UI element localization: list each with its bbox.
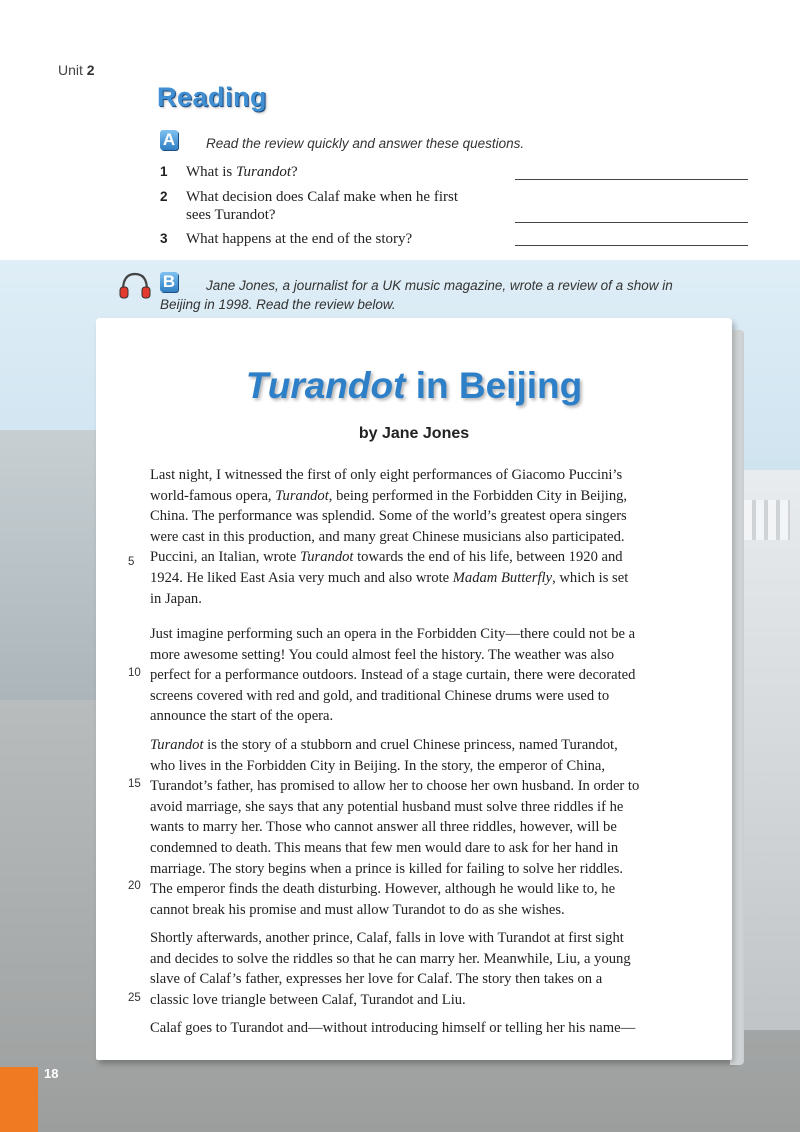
question-text: What decision does Calaf make when he first (186, 189, 458, 205)
article-line: perfect for a performance outdoors. Instead of a stage curtain, there were decorated (150, 667, 636, 684)
section-title: Reading (157, 82, 268, 112)
article-line: wants to marry her. Those who cannot answer all three riddles, however, will be (150, 819, 617, 836)
article-line: were cast in this production, and many great Chinese musicians also participated. (150, 528, 625, 545)
article-byline: by Jane Jones (358, 425, 470, 442)
question-number: 1 (160, 164, 168, 179)
article-paragraph-5 (150, 1018, 715, 1039)
article-line: screens covered with red and gold, and traditional Chinese drums were used to (150, 687, 610, 704)
article-paragraph-4 (150, 928, 715, 1010)
article-line: cannot break his promise and must allow Turandot to do as she wishes. (150, 901, 565, 918)
section-b-instruction-line-2: Beijing in 1998. Read the review below. (160, 297, 396, 312)
section-a-instruction: Read the review quickly and answer these questions. (206, 136, 525, 151)
article-paragraph-1 (150, 465, 715, 609)
section-b-badge: B (160, 272, 178, 292)
article-line: avoid marriage, she says that any potential husband must solve three riddles if he (150, 798, 624, 815)
article-line: Shortly afterwards, another prince, Calaf, falls in love with Turandot at first sight (150, 930, 624, 946)
article-line: Calaf goes to Turandot and—without introducing himself or telling her his name— (150, 1020, 636, 1036)
line-number: 10 (128, 667, 141, 679)
question-1 (160, 164, 298, 181)
unit-label (58, 62, 95, 78)
section-a-badge: A (160, 130, 178, 150)
article-line: who lives in the Forbidden City in Beijing. In the story, the emperor of China, (150, 757, 606, 774)
article-line: condemned to death. This means that few men would dare to ask for her hand in (150, 839, 619, 856)
article-line: and decides to solve the riddles so that he can marry her. Meanwhile, Liu, a young (150, 950, 631, 967)
article-title (96, 365, 732, 407)
line-number: 15 (128, 778, 141, 790)
article-line: Just imagine performing such an opera in the Forbidden City—there could not be a (150, 626, 636, 642)
section-b-instruction-line-1: Jane Jones, a journalist for a UK music magazine, wrote a review of a show in (206, 278, 673, 293)
question-after: ? (291, 164, 298, 180)
question-3 (160, 231, 412, 248)
page-number: 18 (44, 1066, 59, 1081)
article-line: Puccini, an Italian, wrote Turandot towards the end of his life, between 1920 and (150, 549, 623, 566)
article-line: in Japan. (150, 590, 202, 607)
article-line: Turandot’s father, has promised to allow her to choose her own husband. In order to (150, 778, 640, 795)
article-line: The emperor finds the death disturbing. However, although he would like to, he (150, 881, 616, 898)
line-number: 5 (128, 556, 135, 568)
article-line: announce the start of the opera. (150, 708, 334, 725)
article-paragraph-3 (150, 735, 715, 920)
article-line: marriage. The story begins when a prince is killed for failing to solve her riddles. (150, 860, 624, 877)
article-line: more awesome setting! You could almost feel the history. The weather was also (150, 646, 615, 663)
answer-line-3[interactable] (515, 245, 748, 246)
question-number: 2 (160, 189, 168, 204)
line-number: 25 (128, 992, 141, 1004)
line-number: 20 (128, 880, 141, 892)
question-2-line-2: sees Turandot? (186, 207, 276, 223)
answer-line-1[interactable] (515, 179, 748, 180)
article-line: 1924. He liked East Asia very much and also wrote Madam Butterfly, which is set (150, 569, 629, 586)
question-text: What is (186, 164, 236, 180)
question-number: 3 (160, 231, 168, 246)
article-title-rest: in Beijing (405, 365, 583, 406)
book-page-edge (730, 330, 744, 1065)
question-text: What happens at the end of the story? (186, 231, 413, 247)
page-number-tab (0, 1067, 38, 1132)
article-line: slave of Calaf’s father, expresses her love for Calaf. The story then takes on a (150, 971, 603, 988)
article-line: Last night, I witnessed the first of only eight performances of Giacomo Puccini’s (150, 467, 623, 483)
article-line: China. The performance was splendid. Some of the world’s greatest opera singers (150, 508, 627, 525)
unit-number: 2 (86, 62, 95, 78)
article-line: Turandot is the story of a stubborn and cruel Chinese princess, named Turandot, (150, 737, 618, 753)
article-title-italic: Turandot (245, 365, 406, 406)
headphones-icon[interactable] (118, 270, 152, 300)
article-line: world-famous opera, Turandot, being performed in the Forbidden City in Beijing, (150, 487, 628, 504)
question-2 (160, 189, 458, 206)
article-paragraph-2 (150, 624, 715, 727)
unit-label-text: Unit (58, 62, 83, 78)
article-line: classic love triangle between Calaf, Turandot and Liu. (150, 991, 466, 1008)
answer-line-2[interactable] (515, 222, 748, 223)
question-italic: Turandot (236, 164, 292, 180)
